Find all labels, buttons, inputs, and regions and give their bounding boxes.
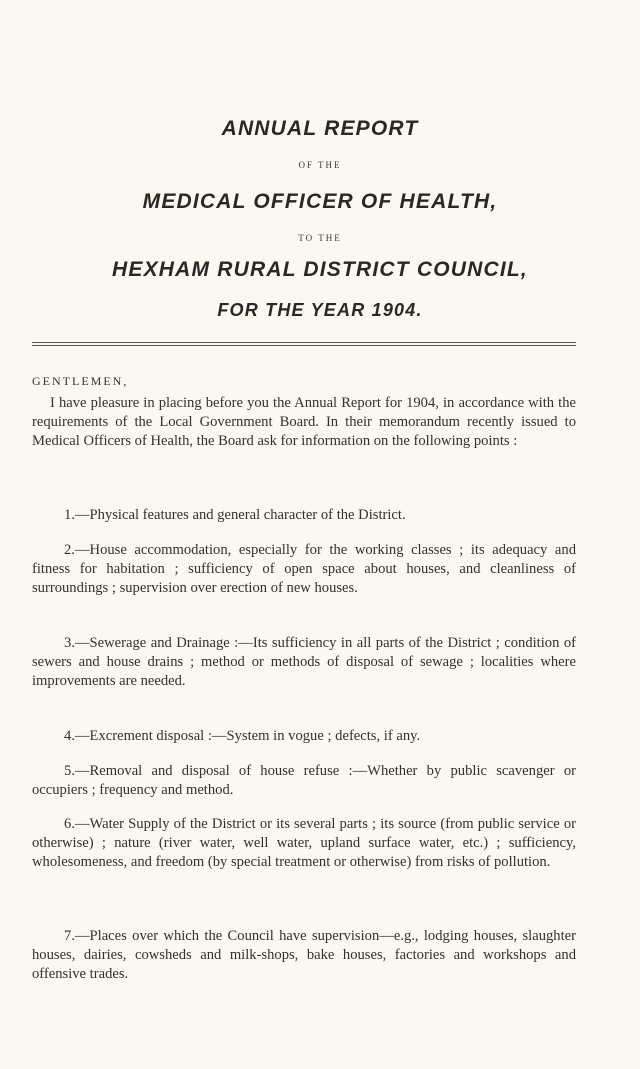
point-item: 6.—Water Supply of the District or its several parts ; its source (from public service or otherwise) ; nature (river water, well water, upland surface water, etc.) ; sufficiency, wholesomeness, and freedom (by special treatment or otherwise) from risks of pollution. xyxy=(32,816,576,870)
point-item: 7.—Places over which the Council have supervision—e.g., lodging houses, slaughter houses, dairies, cowsheds and milk-shops, bake houses, factories and workshops and offensive trades. xyxy=(32,928,576,982)
point-item: 2.—House accommodation, especially for the working classes ; its adequacy and fitness for habitation ; sufficiency of open space about houses, and cleanliness of surroundings ; supervision over erection of new houses. xyxy=(32,542,576,596)
point-item: 4.—Excrement disposal :—System in vogue ; defects, if any. xyxy=(64,728,421,744)
of-the-line: OF THE xyxy=(298,160,342,170)
officer-title: MEDICAL OFFICER OF HEALTH, xyxy=(142,190,498,213)
point-item: 1.—Physical features and general character of the District. xyxy=(64,507,406,523)
point-item: 5.—Removal and disposal of house refuse :—Whether by public scavenger or occupiers ; frequency and method. xyxy=(32,763,576,798)
year-title: FOR THE YEAR 1904. xyxy=(217,300,423,320)
salutation: GENTLEMEN, xyxy=(32,374,129,388)
intro-paragraph: I have pleasure in placing before you the Annual Report for 1904, in accordance with the requirements of the Local Government Board. In their memorandum recently issued to Medical Officers of Health, the Board ask for information on the following points : xyxy=(32,395,576,449)
council-title: HEXHAM RURAL DISTRICT COUNCIL, xyxy=(112,258,528,281)
report-title: ANNUAL REPORT xyxy=(221,117,419,140)
divider-rule-top xyxy=(32,342,576,343)
to-the-line: TO THE xyxy=(298,233,342,243)
divider-rule-bottom xyxy=(32,345,576,346)
point-item: 3.—Sewerage and Drainage :—Its sufficiency in all parts of the District ; condition of sewers and house drains ; method or methods of disposal of sewage ; localities where improvements are needed. xyxy=(32,635,576,689)
